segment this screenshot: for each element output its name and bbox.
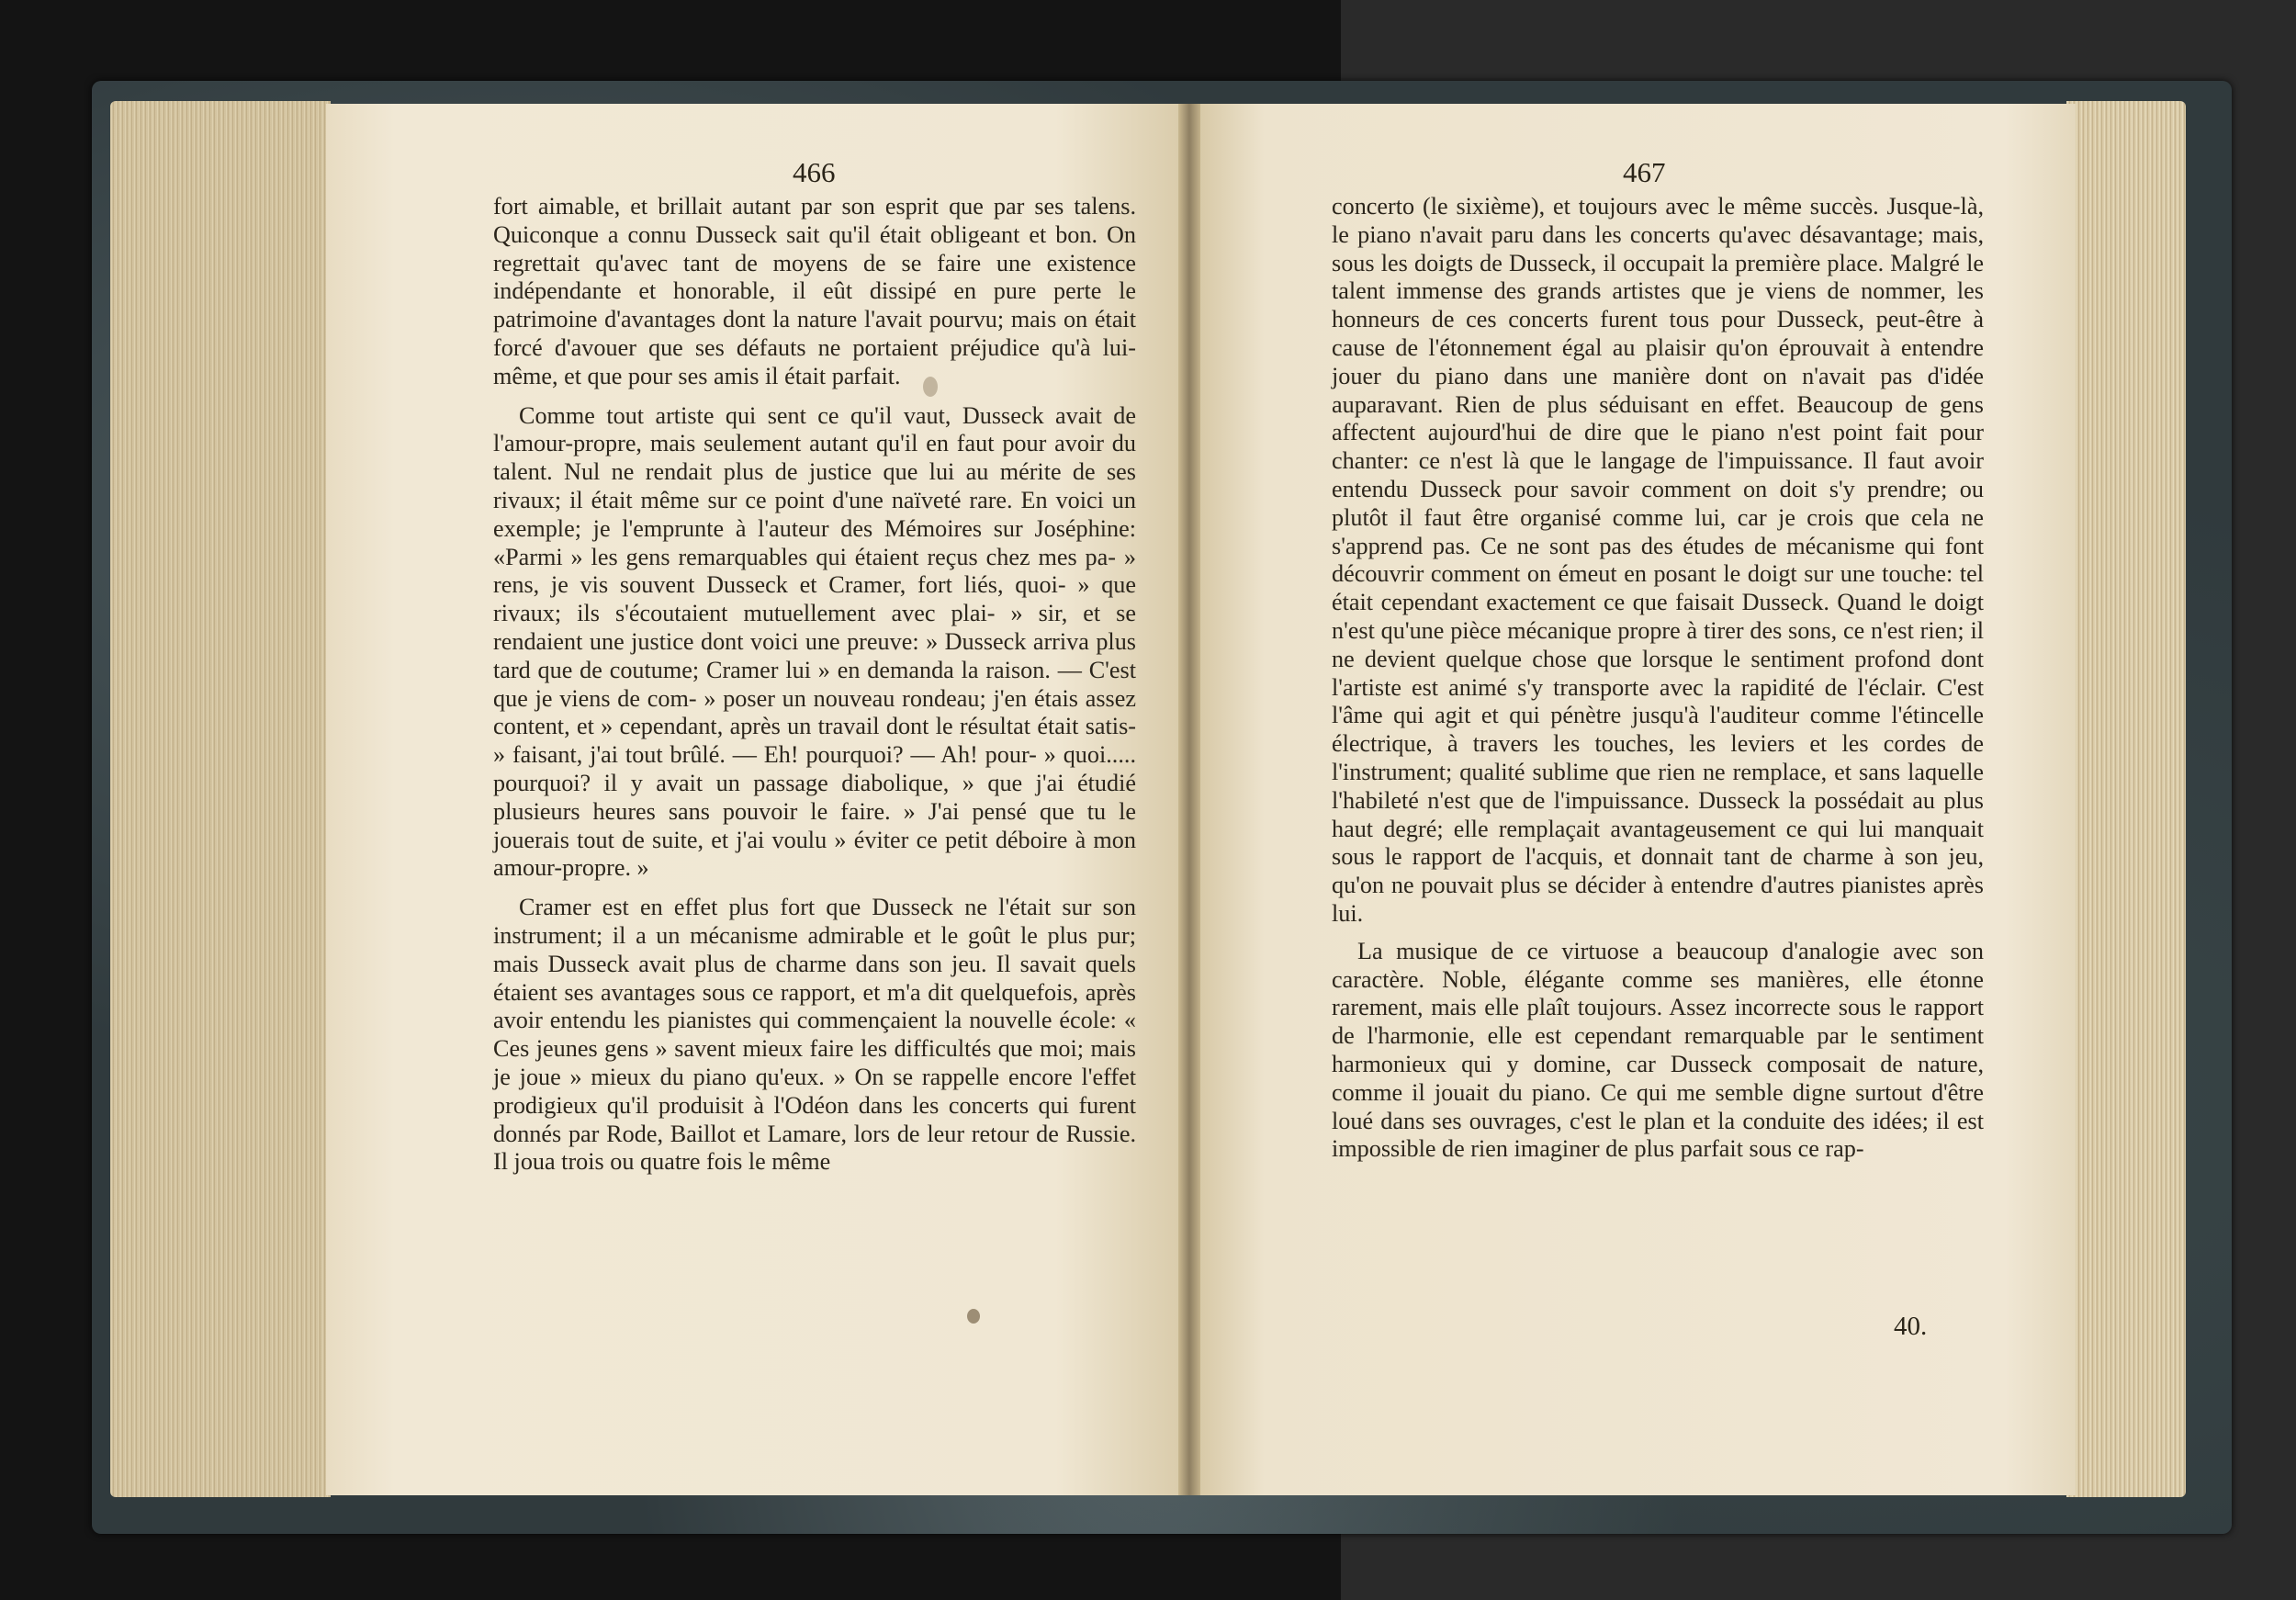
right-page-number: 467 xyxy=(1623,156,1666,188)
signature-mark: 40. xyxy=(1894,1312,1928,1341)
left-page-text xyxy=(493,193,1136,1177)
foxing-spot xyxy=(967,1309,980,1324)
left-page-number: 466 xyxy=(793,156,836,188)
left-paragraph-1: fort aimable, et brillait autant par son esprit que par ses talens. Quiconque a connu Dusseck sait qu'il était obligeant et bon. On regrettait qu'avec tant de moyens de se faire une existence indépendante et honorable, il eût dissipé en pure perte le patrimoine d'avantages dont la nature l'avait pourvu; mais on était forcé d'avouer que ses défauts ne portaient préjudice qu'à lui-même, et que pour ses amis il était parfait. xyxy=(493,193,1136,389)
right-page-edges xyxy=(2066,101,2186,1497)
right-paragraph-2: La musique de ce virtuose a beaucoup d'analogie avec son caractère. Noble, élégante comme ses manières, elle étonne rarement, mais elle plaît toujours. Assez incorrecte sous le rapport de l'harmonie, elle est cependant remarquable par le sentiment harmonieux qui y domine, car Dusseck composait de nature, comme il jouait du piano. Ce qui me semble digne surtout d'être loué dans ses ouvrages, c'est le plan et la conduite des idées; il est impossible de rien imaginer de plus parfait sous ce rap- xyxy=(1332,937,1984,1163)
left-paragraph-3: Cramer est en effet plus fort que Dusseck ne l'était sur son instrument; il a un mécanisme admirable et le goût le plus pur; mais Dusseck avait plus de charme dans son jeu. Il savait quels étaient ses avantages sous ce rapport, et m'a dit quelquefois, après avoir entendu les pianistes qui commençaient la nouvelle école: « Ces jeunes gens » savent mieux faire les difficultés que moi; mais je joue » mieux du piano qu'eux. » On se rappelle encore l'effet prodigieux qu'il produisit à l'Odéon dans les concerts qui furent donnés par Rode, Baillot et Lamare, lors de leur retour de Russie. Il joua trois ou quatre fois le même xyxy=(493,894,1136,1176)
foxing-spot xyxy=(923,377,938,397)
left-paragraph-2: Comme tout artiste qui sent ce qu'il vaut, Dusseck avait de l'amour-propre, mais seulement autant qu'il en faut pour avoir du talent. Nul ne rendait plus de justice que lui au mérite de ses rivaux; il était même sur ce point d'une naïveté rare. En voici un exemple; je l'emprunte à l'auteur des Mémoires sur Joséphine: «Parmi » les gens remarquables qui étaient reçus chez mes pa- » rens, je vis souvent Dusseck et Cramer, fort liés, quoi- » que rivaux; ils s'écoutaient mutuellement avec plai- » sir, et se rendaient une justice dont voici une preuve: » Dusseck arriva plus tard que de coutume; Cramer lui » en demanda la raison. — C'est que je viens de com- » poser un nouveau rondeau; j'en étais assez content, et » cependant, après un travail dont le résultat était satis- » faisant, j'ai tout brûlé. — Eh! pourquoi? — Ah! pour- » quoi..... pourquoi? il y avait un passage diabolique, » que j'ai étudié plusieurs heures sans pouvoir le faire. » J'ai pensé que tu le jouerais tout de suite, et j'ai voulu » éviter ce petit déboire à mon amour-propre. » xyxy=(493,401,1136,882)
book-gutter xyxy=(1178,104,1200,1495)
left-page-edges xyxy=(110,101,331,1497)
right-paragraph-1: concerto (le sixième), et toujours avec le même succès. Jusque-là, le piano n'avait paru dans les concerts qu'avec désavantage; mais, sous les doigts de Dusseck, il occupait la première place. Malgré le talent immense des grands artistes que je viens de nommer, les honneurs de ces concerts furent tous pour Dusseck, peut-être à cause de l'étonnement égal au plaisir qu'on éprouvait à entendre jouer du piano dans une manière dont on n'avait pas d'idée auparavant. Rien de plus séduisant en effet. Beaucoup de gens affectent aujourd'hui de dire que le piano n'est point fait pour chanter: ce n'est là que le langage de l'impuissance. Il faut avoir entendu Dusseck pour savoir comment on doit s'y prendre; ou plutôt il faut être organisé comme lui, car je crois que cela ne s'apprend pas. Ce ne sont pas des études de mécanisme qui font découvrir comment on émeut en posant le doigt sur une touche: tel était cependant exactement ce que faisait Dusseck. Quand le doigt n'est qu'une pièce mécanique propre à tirer des sons, ce n'est rien; il ne devient quelque chose que lorsque le sentiment profond dont l'artiste est animé s'y transporte avec la rapidité de l'éclair. C'est l'âme qui agit et qui pénètre jusqu'à l'auditeur comme l'étincelle électrique, à travers les touches, les leviers et les cordes de l'instrument; qualité sublime que rien ne remplace, et sans laquelle l'habileté n'est que de l'impuissance. Dusseck la possédait au plus haut degré; elle remplaçait avantageusement ce qui lui manquait sous le rapport de l'acquis, et donnait tant de charme à son jeu, qu'on ne pouvait plus se décider à entendre d'autres pianistes après lui. xyxy=(1332,193,1984,927)
right-page-text xyxy=(1332,193,1984,1164)
